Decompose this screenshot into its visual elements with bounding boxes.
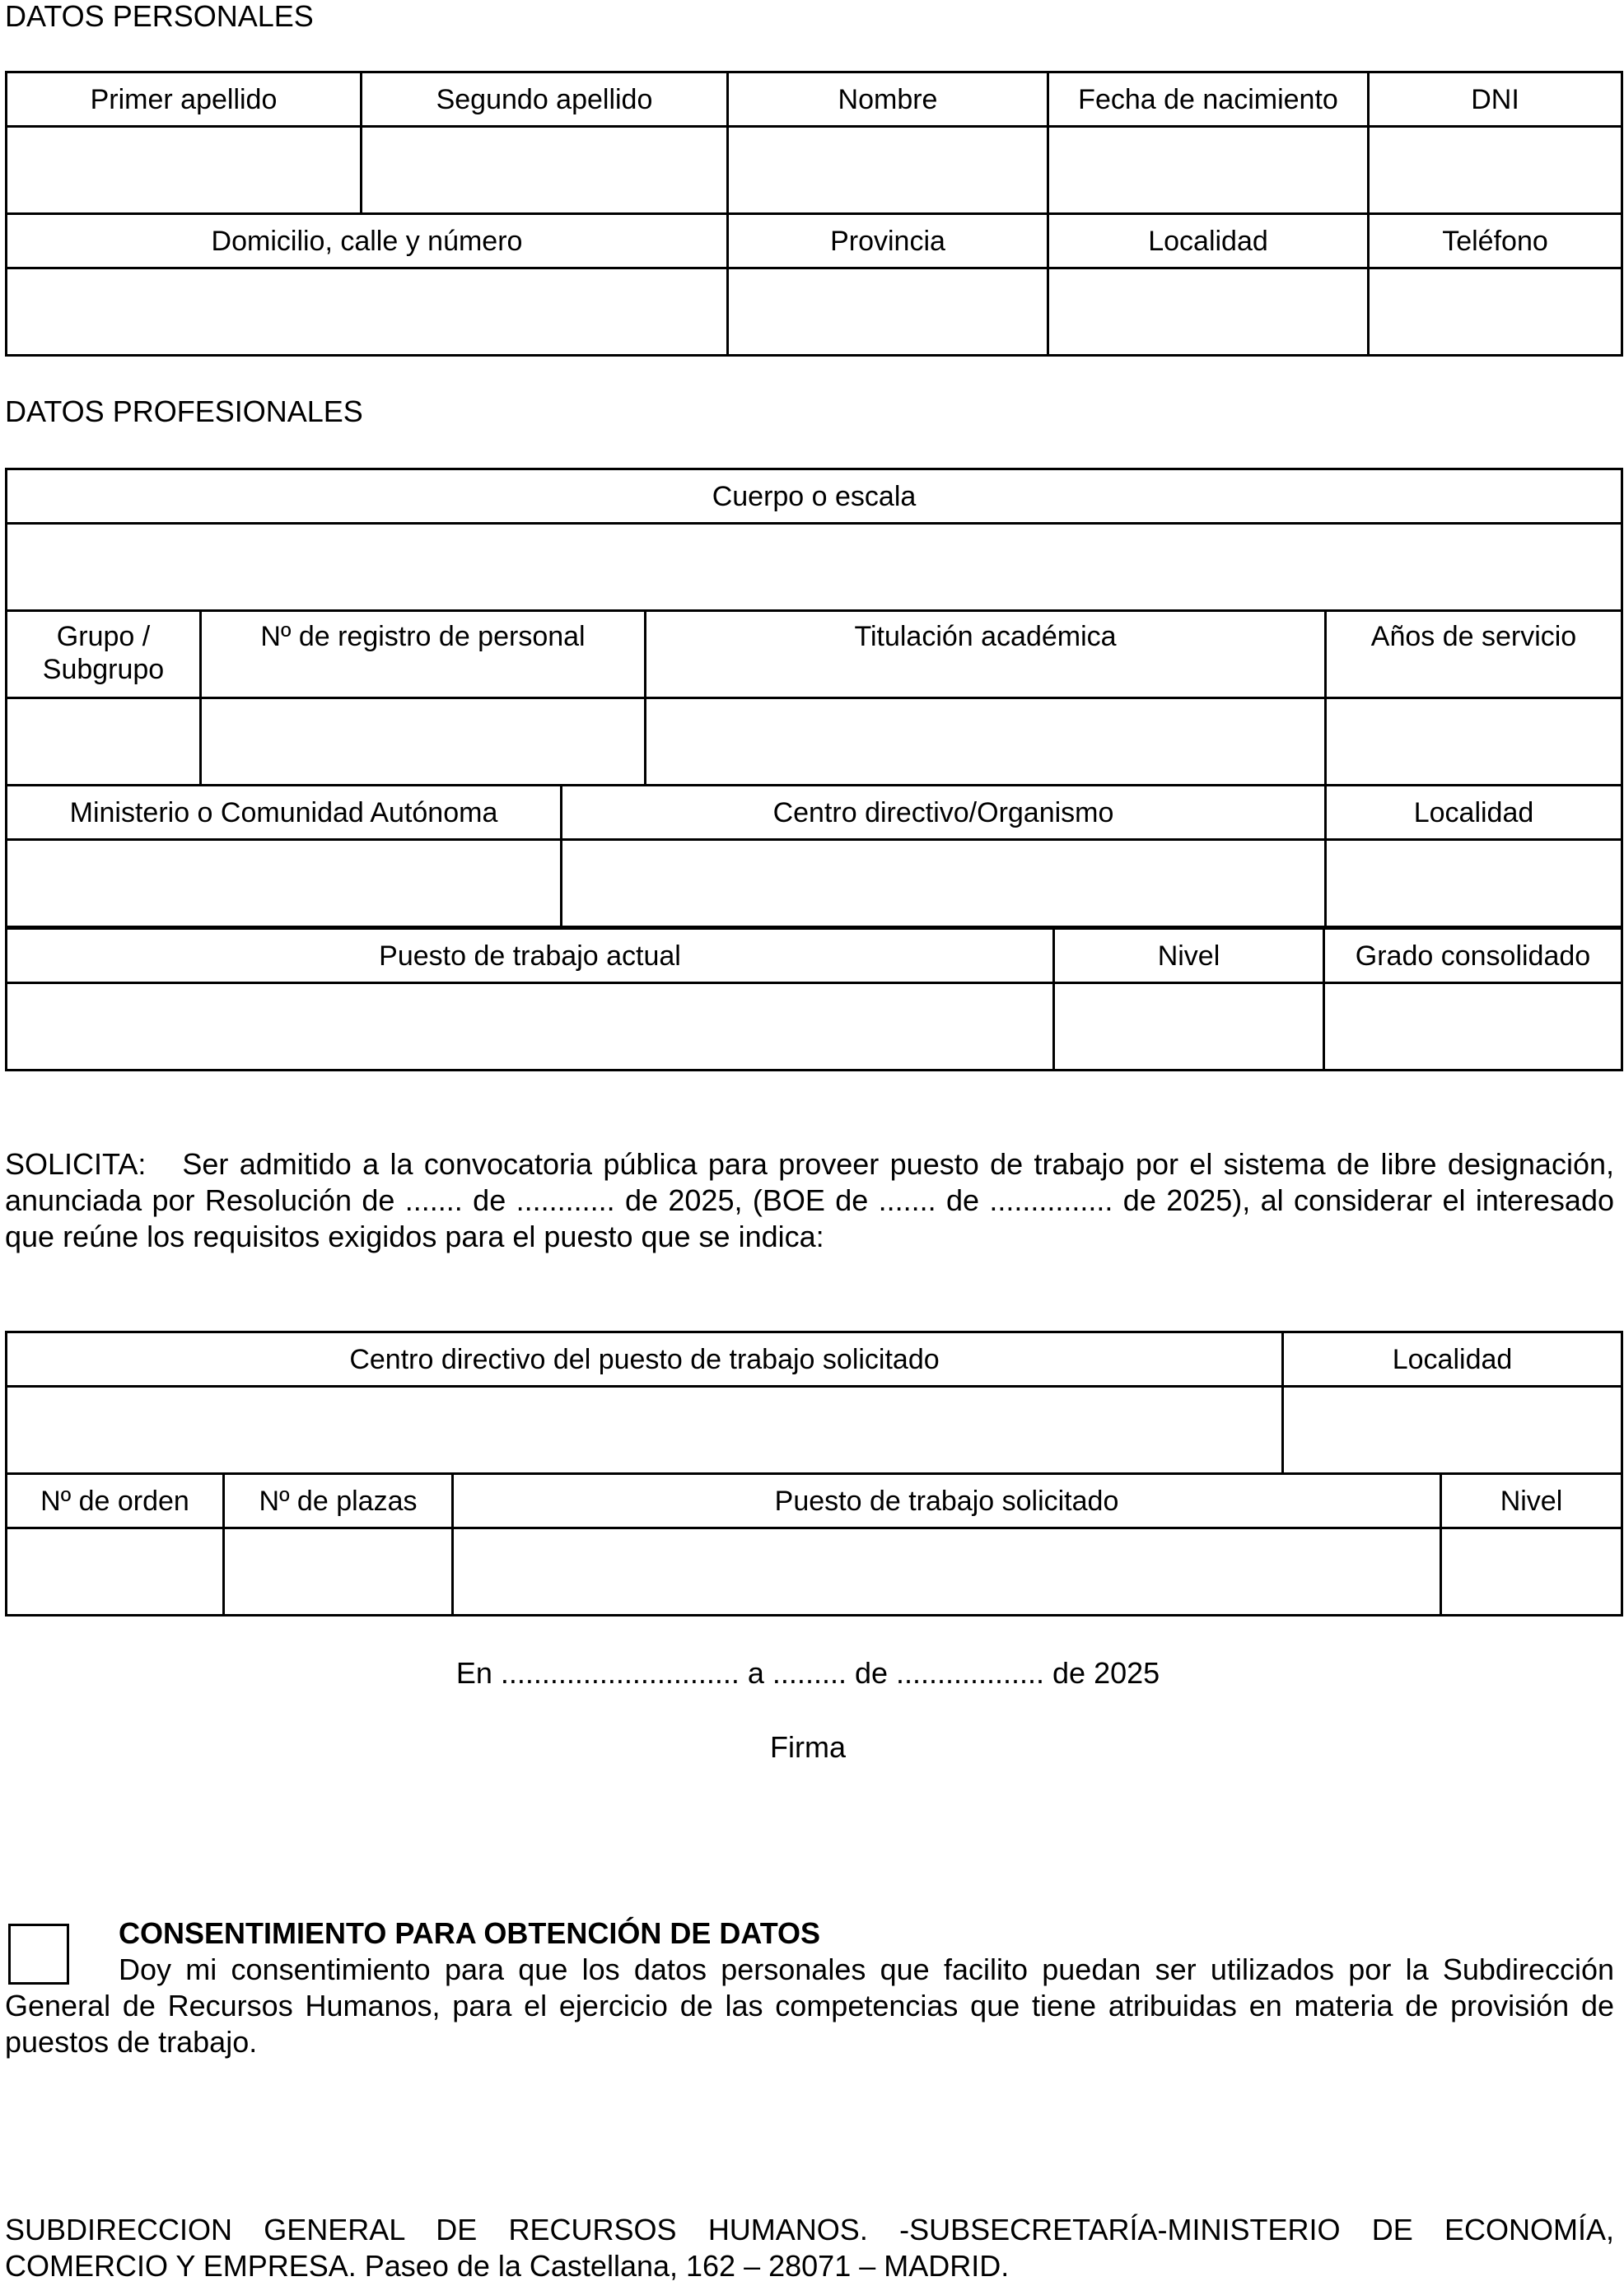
input-nivel-actual[interactable] xyxy=(1054,983,1324,1071)
footer-address: SUBDIRECCION GENERAL DE RECURSOS HUMANOS. -SUBSECRETARÍA-MINISTERIO DE ECONOMÍA, COMERCIO Y EMPRESA. Paseo de la Castellana, 162 – 28071 – MADRID. xyxy=(5,2213,1614,2283)
header-localidad-solicitada: Localidad xyxy=(1283,1332,1622,1387)
header-titulacion: Titulación académica xyxy=(646,611,1326,698)
input-grado-consolidado[interactable] xyxy=(1324,983,1622,1071)
consent-block xyxy=(5,1915,1614,2060)
header-cuerpo-escala: Cuerpo o escala xyxy=(7,469,1622,524)
requested-post-table xyxy=(5,1472,1623,1617)
input-puesto-solicitado[interactable] xyxy=(453,1528,1441,1616)
header-localidad-prof: Localidad xyxy=(1326,786,1622,840)
current-position-table xyxy=(5,927,1623,1071)
input-nombre[interactable] xyxy=(728,127,1048,214)
place-date-line: En ............................. a ......... de .................. de 2025 xyxy=(455,1656,1160,1690)
personal-data-table xyxy=(5,71,1623,357)
header-segundo-apellido: Segundo apellido xyxy=(362,72,728,127)
header-grado-consolidado: Grado consolidado xyxy=(1324,929,1622,983)
signature-label: Firma xyxy=(770,1730,846,1764)
input-telefono[interactable] xyxy=(1369,268,1622,356)
header-puesto-actual: Puesto de trabajo actual xyxy=(7,929,1054,983)
input-anos-servicio[interactable] xyxy=(1326,698,1622,786)
header-registro-personal: Nº de registro de personal xyxy=(201,611,646,698)
solicita-paragraph xyxy=(5,1146,1614,1255)
section-title-professional: DATOS PROFESIONALES xyxy=(5,394,363,428)
input-grupo-subgrupo[interactable] xyxy=(7,698,201,786)
header-numero-plazas: Nº de plazas xyxy=(224,1474,453,1528)
header-numero-orden: Nº de orden xyxy=(7,1474,224,1528)
requested-position-table xyxy=(5,1331,1623,1475)
input-numero-plazas[interactable] xyxy=(224,1528,453,1616)
header-anos-servicio: Años de servicio xyxy=(1326,611,1622,698)
input-centro-solicitado[interactable] xyxy=(7,1387,1283,1474)
header-localidad: Localidad xyxy=(1048,214,1369,268)
header-nombre: Nombre xyxy=(728,72,1048,127)
input-localidad-solicitada[interactable] xyxy=(1283,1387,1622,1474)
input-localidad[interactable] xyxy=(1048,268,1369,356)
input-primer-apellido[interactable] xyxy=(7,127,362,214)
header-provincia: Provincia xyxy=(728,214,1048,268)
header-domicilio: Domicilio, calle y número xyxy=(7,214,728,268)
header-puesto-solicitado: Puesto de trabajo solicitado xyxy=(453,1474,1441,1528)
solicita-label: SOLICITA: xyxy=(5,1147,147,1181)
header-primer-apellido: Primer apellido xyxy=(7,72,362,127)
consent-title: CONSENTIMIENTO PARA OBTENCIÓN DE DATOS xyxy=(119,1916,821,1950)
input-centro-directivo[interactable] xyxy=(562,840,1326,927)
input-fecha-nacimiento[interactable] xyxy=(1048,127,1369,214)
header-ministerio: Ministerio o Comunidad Autónoma xyxy=(7,786,562,840)
header-telefono: Teléfono xyxy=(1369,214,1622,268)
header-dni: DNI xyxy=(1369,72,1622,127)
header-grupo-subgrupo: Grupo / Subgrupo xyxy=(7,611,201,698)
input-cuerpo-escala[interactable] xyxy=(7,524,1622,611)
input-puesto-actual[interactable] xyxy=(7,983,1054,1071)
input-dni[interactable] xyxy=(1369,127,1622,214)
solicita-text: Ser admitido a la convocatoria pública para proveer puesto de trabajo por el sistema de libre designación, anunciada por Resolución de ....... de ............ de 2025, (BOE de ....... de ............... de 2025), al considerar el interesado que reúne los requisitos exigidos para el puesto que se indica: xyxy=(5,1147,1614,1253)
professional-data-table xyxy=(5,468,1623,928)
input-numero-orden[interactable] xyxy=(7,1528,224,1616)
input-ministerio[interactable] xyxy=(7,840,562,927)
input-domicilio[interactable] xyxy=(7,268,728,356)
input-segundo-apellido[interactable] xyxy=(362,127,728,214)
header-fecha-nacimiento: Fecha de nacimiento xyxy=(1048,72,1369,127)
header-centro-directivo: Centro directivo/Organismo xyxy=(562,786,1326,840)
header-nivel-actual: Nivel xyxy=(1054,929,1324,983)
input-titulacion[interactable] xyxy=(646,698,1326,786)
input-nivel-solicitado[interactable] xyxy=(1441,1528,1622,1616)
header-centro-solicitado: Centro directivo del puesto de trabajo solicitado xyxy=(7,1332,1283,1387)
consent-text: Doy mi consentimiento para que los datos personales que facilito puedan ser utilizados por la Subdirección General de Recursos Humanos, para el ejercicio de las competencias que tiene atribuidas en materia de provisión de puestos de trabajo. xyxy=(5,1952,1614,2059)
input-registro-personal[interactable] xyxy=(201,698,646,786)
header-nivel-solicitado: Nivel xyxy=(1441,1474,1622,1528)
section-title-personal: DATOS PERSONALES xyxy=(5,0,314,33)
input-localidad-prof[interactable] xyxy=(1326,840,1622,927)
input-provincia[interactable] xyxy=(728,268,1048,356)
